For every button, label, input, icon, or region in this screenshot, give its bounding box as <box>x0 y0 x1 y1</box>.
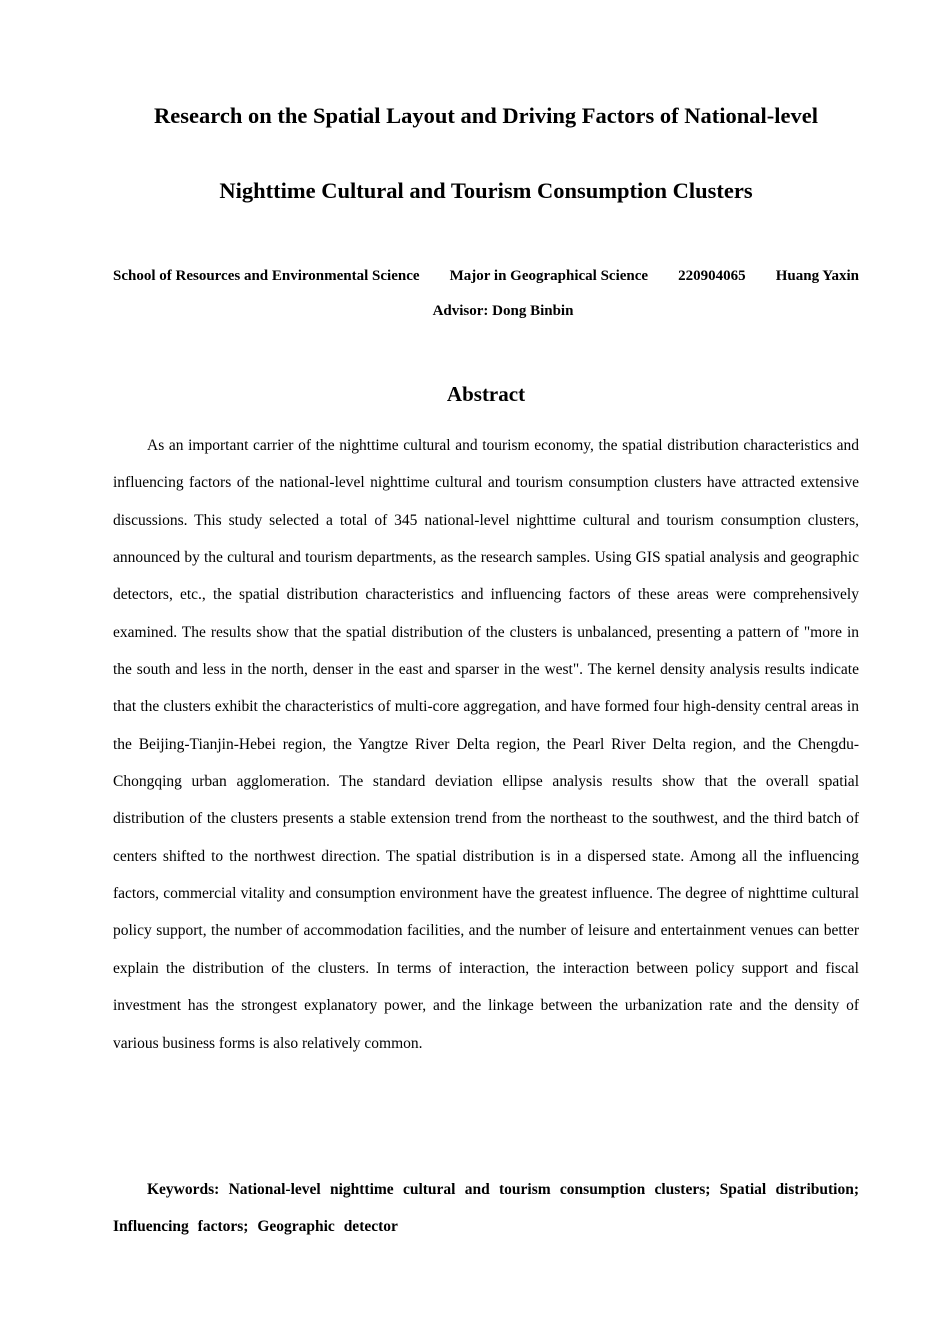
paper-title-line-2: Nighttime Cultural and Tourism Consumption Clusters <box>219 178 753 203</box>
abstract-body: As an important carrier of the nighttime cultural and tourism economy, the spatial distribution characteristics and influencing factors of the national-level nighttime cultural and tourism consumption clusters have attracted extensive discussions. This study selected a total of 345 national-level nighttime cultural and tourism consumption clusters, announced by the cultural and tourism departments, as the research samples. Using GIS spatial analysis and geographic detectors, etc., the spatial distribution characteristics and influencing factors of these areas were comprehensively examined. The results show that the spatial distribution of the clusters is unbalanced, presenting a pattern of "more in the south and less in the north, denser in the east and sparser in the west". The kernel density analysis results indicate that the clusters exhibit the characteristics of multi-core aggregation, and have formed four high-density central areas in the Beijing-Tianjin-Hebei region, the Yangtze River Delta region, the Pearl River Delta region, and the Chengdu-Chongqing urban agglomeration. The standard deviation ellipse analysis results show that the overall spatial distribution of the clusters presents a stable extension trend from the northeast to the southwest, and the third batch of centers shifted to the northwest direction. The spatial distribution is in a dispersed state. Among all the influencing factors, commercial vitality and consumption environment have the greatest influence. The degree of nighttime cultural policy support, the number of accommodation facilities, and the number of leisure and entertainment venues can better explain the distribution of the clusters. In terms of interaction, the interaction between policy support and fiscal investment has the strongest explanatory power, and the linkage between the urbanization rate and the density of various business forms is also relatively common. <box>113 437 859 1052</box>
author-name: Huang Yaxin <box>775 268 859 284</box>
abstract-heading: Abstract <box>446 382 526 406</box>
author-info <box>113 265 859 287</box>
keywords-paragraph: Keywords: National-level nighttime cultural and tourism consumption clusters; Spatial distribution; Influencing factors; Geographic detector <box>113 1181 859 1236</box>
author-school: School of Resources and Environmental Science <box>113 268 420 284</box>
paper-title-line-1: Research on the Spatial Layout and Driving Factors of National-level <box>154 103 818 128</box>
advisor-line: Advisor: Dong Binbin <box>432 303 574 319</box>
author-student-id: 220904065 <box>678 268 746 284</box>
author-major: Major in Geographical Science <box>449 268 649 284</box>
